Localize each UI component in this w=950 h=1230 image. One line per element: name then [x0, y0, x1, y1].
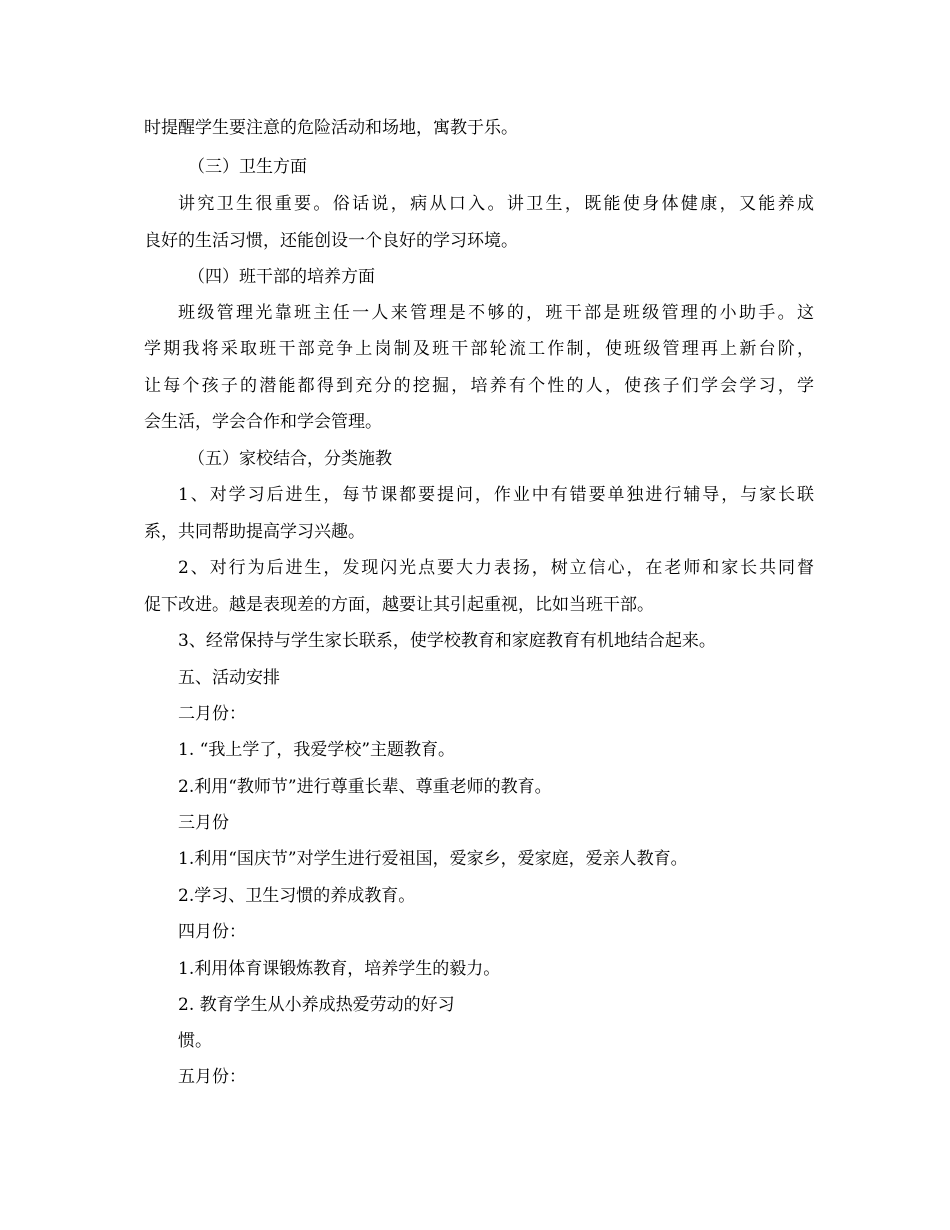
- text-line: 讲究卫生很重要。俗话说，病从口入。讲卫生，既能使身体健康，又能养成: [178, 194, 814, 214]
- list-item: 1. “我上学了，我爱学校”主题教育。: [178, 740, 456, 760]
- text-line: 惯。: [178, 1031, 212, 1051]
- section-heading: （五）家校结合，分类施教: [188, 449, 392, 469]
- text-line: 3、经常保持与学生家长联系，使学校教育和家庭教育有机地结合起来。: [178, 631, 716, 651]
- text-line: 促下改进。越是表现差的方面，越要让其引起重视，比如当班干部。: [144, 595, 654, 615]
- list-item: 1.利用体育课锻炼教育，培养学生的毅力。: [178, 959, 501, 979]
- month-heading: 二月份：: [178, 704, 246, 724]
- list-item: 2. 教育学生从小养成热爱劳动的好习: [178, 995, 455, 1015]
- section-heading: 五、活动安排: [178, 668, 280, 688]
- month-heading: 三月份: [178, 813, 229, 833]
- text-line: 会生活，学会合作和学会管理。: [144, 412, 382, 432]
- month-heading: 四月份：: [178, 922, 246, 942]
- text-line: 时提醒学生要注意的危险活动和场地，寓教于乐。: [144, 118, 518, 138]
- month-heading: 五月份：: [178, 1067, 246, 1087]
- list-item: 2.利用“教师节”进行尊重长辈、尊重老师的教育。: [178, 777, 552, 797]
- section-heading: （三）卫生方面: [188, 157, 307, 177]
- list-item: 1.利用“国庆节”对学生进行爱祖国，爱家乡，爱家庭，爱亲人教育。: [178, 849, 688, 869]
- text-line: 学期我将采取班干部竞争上岗制及班干部轮流工作制，使班级管理再上新台阶，: [144, 339, 814, 359]
- text-line: 1、对学习后进生，每节课都要提问，作业中有错要单独进行辅导，与家长联: [178, 485, 814, 505]
- text-line: 班级管理光靠班主任一人来管理是不够的，班干部是班级管理的小助手。这: [178, 303, 814, 323]
- list-item: 2.学习、卫生习惯的养成教育。: [178, 886, 416, 906]
- text-line: 系，共同帮助提高学习兴趣。: [144, 522, 365, 542]
- text-line: 良好的生活习惯，还能创设一个良好的学习环境。: [144, 231, 518, 251]
- section-heading: （四）班干部的培养方面: [188, 267, 375, 287]
- text-line: 2、对行为后进生，发现闪光点要大力表扬，树立信心，在老师和家长共同督: [178, 558, 814, 578]
- text-line: 让每个孩子的潜能都得到充分的挖掘，培养有个性的人，使孩子们学会学习，学: [144, 376, 814, 396]
